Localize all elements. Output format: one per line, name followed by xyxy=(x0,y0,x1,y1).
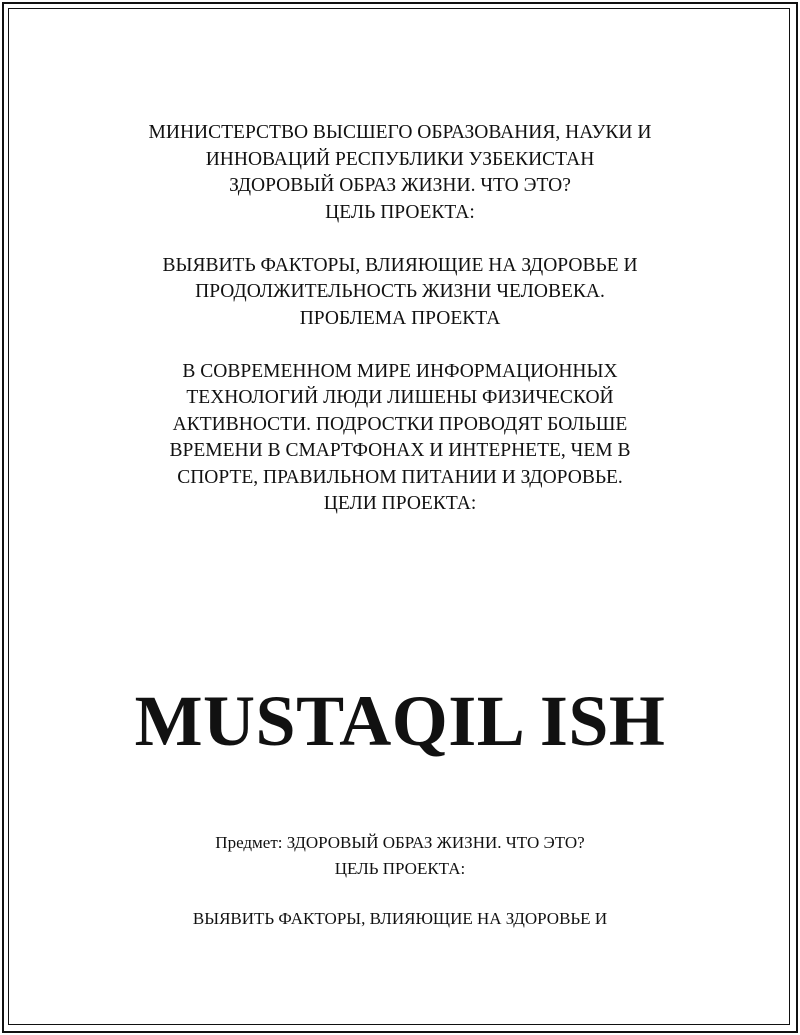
project-goal-line-1: ВЫЯВИТЬ ФАКТОРЫ, ВЛИЯЮЩИЕ НА ЗДОРОВЬЕ И xyxy=(162,254,638,276)
topic-line: ЗДОРОВЫЙ ОБРАЗ ЖИЗНИ. ЧТО ЭТО? xyxy=(229,175,571,196)
problem-line-3: АКТИВНОСТИ. ПОДРОСТКИ ПРОВОДЯТ БОЛЬШЕ xyxy=(172,413,628,435)
subject-line: Предмет: ЗДОРОВЫЙ ОБРАЗ ЖИЗНИ. ЧТО ЭТО? xyxy=(215,833,585,852)
cover-header-text xyxy=(0,120,800,518)
document-title: MUSTAQIL ISH xyxy=(134,681,666,761)
spacer xyxy=(0,226,800,253)
subject-block xyxy=(0,830,800,932)
project-aims-heading: ЦЕЛИ ПРОЕКТА: xyxy=(323,493,477,514)
project-goal-heading: ЦЕЛЬ ПРОЕКТА: xyxy=(325,201,475,223)
project-goal-line-2: ПРОДОЛЖИТЕЛЬНОСТЬ ЖИЗНИ ЧЕЛОВЕКА. xyxy=(195,281,605,302)
problem-line-4: ВРЕМЕНИ В СМАРТФОНАХ И ИНТЕРНЕТЕ, ЧЕМ В xyxy=(169,440,631,461)
problem-line-5: СПОРТЕ, ПРАВИЛЬНОМ ПИТАНИИ И ЗДОРОВЬЕ. xyxy=(177,466,623,488)
project-problem-heading: ПРОБЛЕМА ПРОЕКТА xyxy=(299,307,501,329)
ministry-line-1: МИНИСТЕРСТВО ВЫСШЕГО ОБРАЗОВАНИЯ, НАУКИ И xyxy=(148,122,652,143)
spacer xyxy=(0,882,800,906)
ministry-line-2: ИННОВАЦИЙ РЕСПУБЛИКИ УЗБЕКИСТАН xyxy=(205,148,595,170)
problem-line-1: В СОВРЕМЕННОМ МИРЕ ИНФОРМАЦИОННЫХ xyxy=(182,360,618,382)
subject-goal-heading: ЦЕЛЬ ПРОЕКТА: xyxy=(334,859,466,878)
problem-line-2: ТЕХНОЛОГИЙ ЛЮДИ ЛИШЕНЫ ФИЗИЧЕСКОЙ xyxy=(186,387,614,408)
spacer xyxy=(0,332,800,359)
subject-goal-line: ВЫЯВИТЬ ФАКТОРЫ, ВЛИЯЮЩИЕ НА ЗДОРОВЬЕ И xyxy=(192,909,608,928)
